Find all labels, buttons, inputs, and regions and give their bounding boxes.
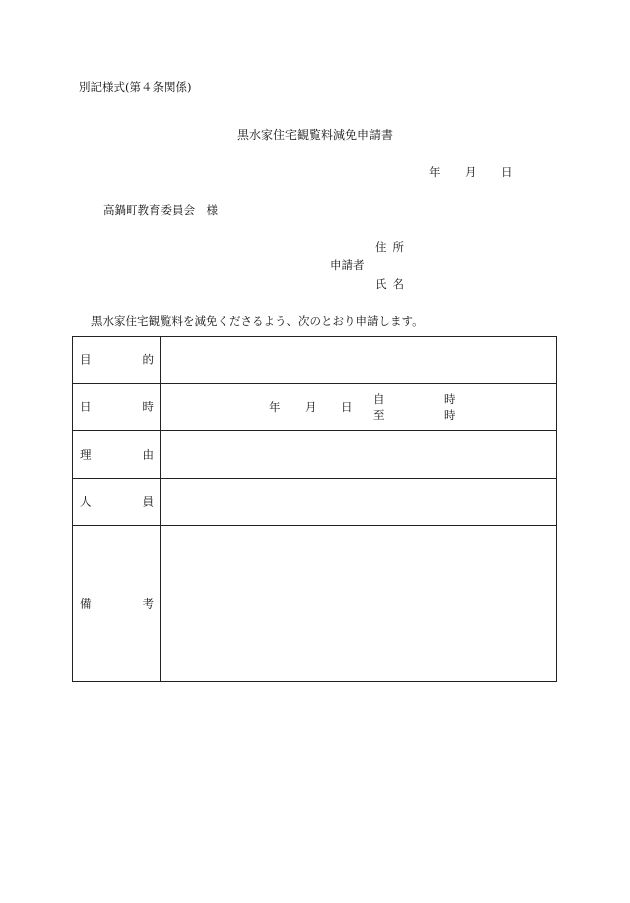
name-label: 氏名 bbox=[375, 277, 410, 291]
datetime-day-label: 日 bbox=[341, 400, 353, 414]
document-title: 黒水家住宅観覧料減免申請書 bbox=[236, 128, 393, 142]
table-row-reason bbox=[73, 431, 556, 479]
purpose-field[interactable] bbox=[161, 337, 556, 383]
row-label-right: 的 bbox=[142, 352, 154, 367]
label-cell bbox=[73, 479, 161, 525]
datetime-hour-from-label: 時 bbox=[444, 392, 456, 406]
row-label-left: 目 bbox=[80, 352, 92, 367]
row-label-right: 由 bbox=[142, 446, 154, 461]
label-cell bbox=[73, 384, 161, 430]
table-row-datetime bbox=[73, 384, 556, 431]
reason-field[interactable] bbox=[161, 431, 556, 478]
table-row-remarks bbox=[73, 526, 556, 681]
date-year-label: 年 bbox=[429, 165, 441, 179]
form-caption: 別記様式(第４条関係) bbox=[79, 80, 192, 94]
label-cell bbox=[73, 526, 161, 681]
applicant-label: 申請者 bbox=[330, 258, 365, 272]
datetime-hour-to-label: 時 bbox=[444, 408, 456, 422]
date-month-label: 月 bbox=[465, 165, 477, 179]
address-label: 住所 bbox=[375, 240, 410, 254]
datetime-field[interactable] bbox=[161, 384, 556, 430]
table-row-headcount bbox=[73, 479, 556, 526]
intro-text: 黒水家住宅観覧料を減免くださるよう、次のとおり申請します。 bbox=[91, 314, 424, 328]
table-row-purpose bbox=[73, 337, 556, 384]
row-label-left: 人 bbox=[80, 494, 92, 509]
label-cell bbox=[73, 337, 161, 383]
headcount-field[interactable] bbox=[161, 479, 556, 525]
row-label-left: 日 bbox=[80, 399, 92, 414]
application-table bbox=[72, 336, 557, 682]
row-label-left: 理 bbox=[80, 446, 92, 461]
date-day-label: 日 bbox=[501, 165, 513, 179]
row-label-right: 員 bbox=[142, 494, 154, 509]
recipient: 高鍋町教育委員会 様 bbox=[103, 203, 218, 217]
row-label-left: 備 bbox=[80, 595, 92, 610]
datetime-month-label: 月 bbox=[305, 400, 317, 414]
label-cell bbox=[73, 431, 161, 478]
datetime-year-label: 年 bbox=[269, 400, 281, 414]
remarks-field[interactable] bbox=[161, 526, 556, 681]
row-label-right: 考 bbox=[142, 595, 154, 610]
datetime-from-label: 自 bbox=[373, 392, 385, 406]
datetime-to-label: 至 bbox=[373, 408, 385, 422]
row-label-right: 時 bbox=[142, 399, 154, 414]
